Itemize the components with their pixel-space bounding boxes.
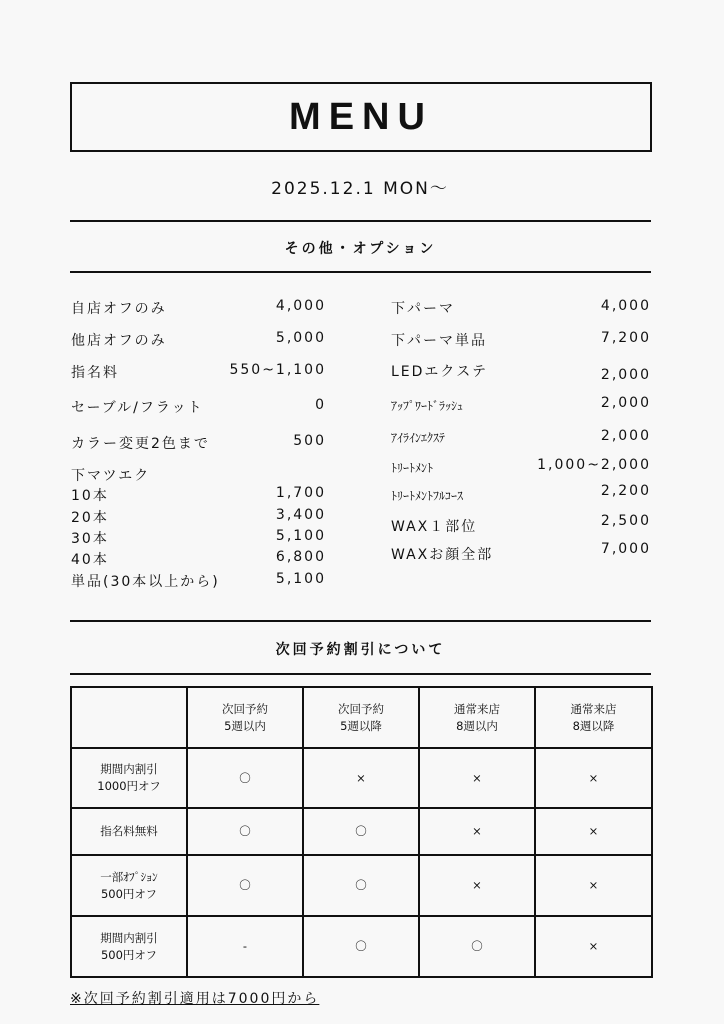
item-label: 下パーマ単品 [391,333,487,349]
item-label: 他店オフのみ [71,333,167,349]
row-header: 一部ｵﾌﾟｼｮﾝ 500円オフ [71,855,187,916]
table-cell: 〇 [303,808,419,855]
divider [70,271,651,273]
table-cell: × [303,748,419,808]
item-label: ﾄﾘｰﾄﾒﾝﾄﾌﾙｺｰｽ [391,489,464,503]
table-cell: × [535,808,652,855]
item-price: 2,200 [600,483,651,499]
item-label: LEDエクステ [391,364,489,380]
table-cell: × [535,855,652,916]
item-label: 30本 [71,531,109,547]
table-row [71,855,652,916]
item-label: 単品(30本以上から) [71,574,220,590]
divider [70,673,651,675]
table-cell: × [535,748,652,808]
item-label: 40本 [71,552,109,568]
row-header: 指名料無料 [71,808,187,855]
column-header: 次回予約 5週以内 [187,687,303,748]
table-cell: 〇 [419,916,535,977]
item-price: 1,700 [275,485,326,501]
discount-footnote: ※次回予約割引適用は7000円から [70,991,320,1007]
item-label: 20本 [71,510,109,526]
item-price: 1,000~2,000 [537,457,651,473]
divider [70,620,651,622]
item-price: 2,000 [600,428,651,444]
item-price: 7,000 [600,541,651,557]
table-row [71,916,652,977]
table-cell: 〇 [187,748,303,808]
table-cell: 〇 [303,855,419,916]
item-price: 2,000 [600,367,651,383]
discount-heading: 次回予約割引について [275,642,446,658]
item-label: 下パーマ [391,301,455,317]
table-cell: × [419,808,535,855]
item-price: 0 [315,397,326,413]
item-price: 5,100 [275,571,326,587]
table-cell: 〇 [303,916,419,977]
item-label: 自店オフのみ [71,301,167,317]
options-heading: その他・オプション [284,241,437,257]
column-header: 通常来店 8週以降 [535,687,652,748]
item-label: WAX１部位 [391,519,478,535]
item-price: 4,000 [600,298,651,314]
row-header: 期間内割引 1000円オフ [71,748,187,808]
table-cell: × [419,748,535,808]
item-price: 2,500 [600,513,651,529]
item-label: ｱｯﾌﾟﾜｰﾄﾞﾗｯｼｭ [391,399,464,413]
item-price: 5,000 [275,330,326,346]
item-label: 指名料 [71,365,119,381]
item-price: 500 [293,433,326,449]
item-price: 4,000 [275,298,326,314]
item-price: 550~1,100 [229,362,326,378]
menu-title: MENU [70,82,652,152]
table-row [71,808,652,855]
discount-table [70,686,653,978]
divider [70,220,651,222]
empty-corner-cell [71,687,187,748]
table-cell: 〇 [187,808,303,855]
item-label: WAXお顔全部 [391,547,494,563]
row-header: 期間内割引 500円オフ [71,916,187,977]
table-header-row [71,687,652,748]
table-cell: 〇 [187,855,303,916]
item-price: 5,100 [275,528,326,544]
item-price: 7,200 [600,330,651,346]
item-price: 2,000 [600,395,651,411]
item-label: 10本 [71,488,109,504]
column-header: 次回予約 5週以降 [303,687,419,748]
table-row [71,748,652,808]
item-label: セーブル/フラット [71,400,204,416]
table-cell: × [419,855,535,916]
item-label: カラー変更2色まで [71,436,210,452]
item-price: 3,400 [275,507,326,523]
item-label: ﾄﾘｰﾄﾒﾝﾄ [391,461,434,475]
effective-date: 2025.12.1 MON〜 [271,179,449,199]
table-cell: × [535,916,652,977]
item-price: 6,800 [275,549,326,565]
table-cell: - [187,916,303,977]
item-label: ｱｲﾗｲﾝｴｸｽﾃ [391,431,446,445]
column-header: 通常来店 8週以内 [419,687,535,748]
